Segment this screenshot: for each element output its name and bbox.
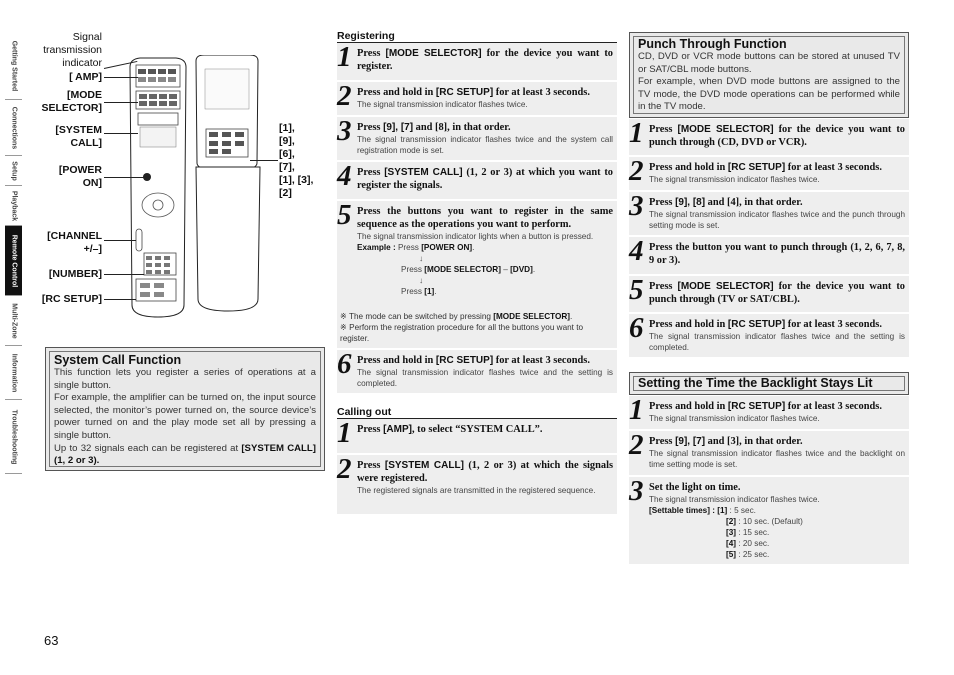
- backlight-title: Setting the Time the Backlight Stays Lit: [638, 376, 873, 390]
- signal-indicator-label: Signal transmission indicator: [43, 31, 102, 69]
- punch-through-box: Punch Through Function CD, DVD or VCR mode buttons can be stored at unused TV or SAT/CBL mode buttons. For example, when DVD mode buttons are assigned to the TV mode, the DVD mode operations can be performed while in the TV mode.: [629, 32, 909, 118]
- registering-title: Registering: [337, 30, 395, 42]
- registering-step-4: 4 Press [SYSTEM CALL] (1, 2 or 3) at which you want to register the signals.: [337, 162, 617, 200]
- tab-troubleshooting[interactable]: Troubleshooting: [5, 400, 22, 474]
- mode-selector-label: [MODE SELECTOR]: [41, 89, 102, 114]
- registering-step-6: 6 Press and hold in [RC SETUP] for at least 3 seconds. The signal transmission indicator flashes twice and the setting is completed.: [337, 350, 617, 394]
- system-call-function-box: System Call Function This function lets you register a series of operations at a single button. For example, the amplifier can be turned on, the input source selected, the monitor’s power turned on, the source device’s power turned on and the play mode set all by pressing a single button. Up to 32 signals each can be registered at [SYSTEM CALL] (1, 2 or 3).: [45, 347, 325, 471]
- tab-remote-control[interactable]: Remote Control: [5, 226, 22, 296]
- punch-through-step-4: 4 Press the button you want to punch through (1, 2, 6, 7, 8, 9 or 3).: [629, 237, 909, 275]
- punch-through-title: Punch Through Function: [638, 37, 787, 51]
- tab-information[interactable]: Information: [5, 346, 22, 400]
- calling-out-title: Calling out: [337, 406, 392, 418]
- transport-buttons-label: [1], [9], [6], [7], [1], [3], [2]: [279, 122, 314, 199]
- tab-playback[interactable]: Playback: [5, 186, 22, 226]
- system-call-label: [SYSTEM CALL]: [55, 124, 102, 149]
- punch-through-step-6: 6 Press and hold in [RC SETUP] for at least 3 seconds. The signal transmission indicator flashes twice and the setting is completed.: [629, 314, 909, 358]
- tab-connections[interactable]: Connections: [5, 100, 22, 156]
- backlight-step-3: 3 Set the light on time. The signal transmission indicator flashes twice. [Settable times] : [1] : 5 sec. [2] : 10 sec. (Default) [3] : 15 sec. [4] : 20 sec. [5] : 25 sec.: [629, 477, 909, 565]
- amp-label: [ AMP]: [69, 71, 102, 83]
- channel-label: [CHANNEL +/–]: [47, 230, 102, 255]
- backlight-step-2: 2 Press [9], [7] and [3], in that order. The signal transmission indicator flashes twice and the backlight on time setting mode is set.: [629, 431, 909, 476]
- tab-setup[interactable]: Setup: [5, 156, 22, 186]
- registering-step-5: 5 Press the buttons you want to register in the same sequence as the operations you want to perform. The signal transmission indicator lights when a button is pressed. Example : Press [POWER ON]. ↓ Press [MODE SELECTOR] – [DVD]. ↓ Press [1]. ※ The mode can be switched by pressing [MODE SELECTOR]. ※ Perform the registration procedure for all the buttons you want to register.: [337, 201, 617, 349]
- punch-through-step-3: 3 Press [9], [8] and [4], in that order. The signal transmission indicator flashes twice and the punch through setting mode is set.: [629, 192, 909, 236]
- system-call-title: System Call Function: [54, 353, 182, 367]
- backlight-step-1: 1 Press and hold in [RC SETUP] for at least 3 seconds. The signal transmission indicator flashes twice.: [629, 396, 909, 430]
- channel-rocker: [136, 229, 142, 251]
- tab-getting-started[interactable]: Getting Started: [5, 32, 22, 100]
- registering-step-3: 3 Press [9], [7] and [8], in that order. The signal transmission indicator flashes twice and the system call registration mode is set.: [337, 117, 617, 161]
- calling-out-step-1: 1 Press [AMP], to select “SYSTEM CALL”.: [337, 419, 617, 454]
- page-number: 63: [44, 633, 59, 648]
- punch-through-step-5: 5 Press [MODE SELECTOR] for the device you want to punch through (TV or SAT/CBL).: [629, 276, 909, 313]
- registering-step-2: 2 Press and hold in [RC SETUP] for at least 3 seconds. The signal transmission indicator flashes twice.: [337, 82, 617, 116]
- rc-setup-label: [RC SETUP]: [41, 293, 102, 305]
- power-on-button: [143, 173, 151, 181]
- punch-through-step-1: 1 Press [MODE SELECTOR] for the device you want to punch through (CD, DVD or VCR).: [629, 119, 909, 156]
- number-label: [NUMBER]: [48, 268, 102, 280]
- punch-through-step-2: 2 Press and hold in [RC SETUP] for at least 3 seconds. The signal transmission indicator flashes twice.: [629, 157, 909, 191]
- registering-step-1: 1 Press [MODE SELECTOR] for the device you want to register.: [337, 43, 617, 81]
- tab-multi-zone[interactable]: Multi-Zone: [5, 296, 22, 346]
- calling-out-step-2: 2 Press [SYSTEM CALL] (1, 2 or 3) at which the signals were registered. The registered signals are transmitted in the registered sequence.: [337, 455, 617, 515]
- power-on-label: [POWER ON]: [58, 164, 102, 189]
- backlight-title-box: [629, 372, 909, 395]
